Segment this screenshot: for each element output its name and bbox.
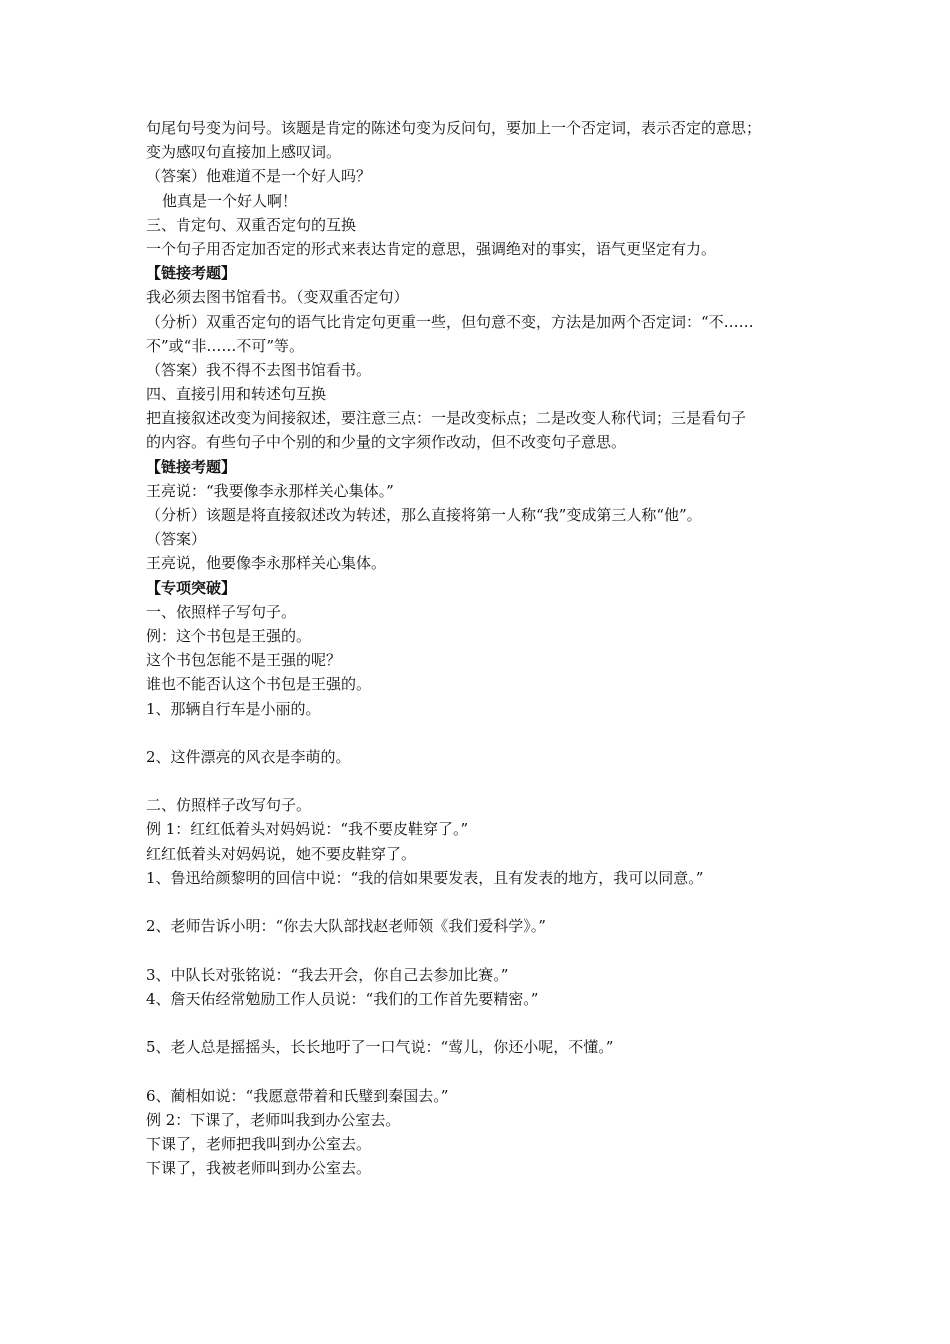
section-heading: 四、直接引用和转述句互换 bbox=[146, 385, 327, 404]
document-body bbox=[146, 116, 810, 1180]
example-line: 这个书包怎能不是王强的呢？ bbox=[146, 651, 342, 670]
answer-line: （答案） bbox=[146, 530, 207, 549]
example-line: 谁也不能否认这个书包是王强的。 bbox=[146, 675, 372, 694]
exercise-item: 2、老师告诉小明：“你去大队部找赵老师领《我们爱科学》。” bbox=[146, 917, 546, 936]
exercise-item: 2、这件漂亮的风衣是李萌的。 bbox=[146, 747, 351, 766]
answer-space bbox=[146, 1011, 810, 1035]
example-line: 例 1：红红低着头对妈妈说：“我不要皮鞋穿了。” bbox=[146, 820, 469, 839]
answer-line: （答案）他难道不是一个好人吗？ bbox=[146, 167, 372, 186]
analysis-line: 不”或“非……不可”等。 bbox=[146, 336, 305, 355]
text-line: 的内容。有些句子中个别的和少量的文字须作改动，但不改变句子意思。 bbox=[146, 433, 627, 452]
section-heading: 三、肯定句、双重否定句的互换 bbox=[146, 215, 357, 234]
answer-line: 王亮说，他要像李永那样关心集体。 bbox=[146, 554, 387, 573]
exercise-item: 1、鲁迅给颜黎明的回信中说：“我的信如果要发表，且有发表的地方，我可以同意。” bbox=[146, 868, 704, 887]
example-line: 例 2：下课了，老师叫我到办公室去。 bbox=[146, 1110, 401, 1129]
answer-space bbox=[146, 769, 810, 793]
special-breakthrough-heading: 【专项突破】 bbox=[146, 578, 237, 597]
exercise-item: 5、老人总是摇摇头，长长地吁了一口气说：“莺儿，你还小呢，不懂。” bbox=[146, 1038, 614, 1057]
question-line: 我必须去图书馆看书。（变双重否定句） bbox=[146, 288, 409, 307]
analysis-line: （分析）双重否定句的语气比肯定句更重一些，但句意不变，方法是加两个否定词：“不…… bbox=[146, 312, 754, 331]
answer-space bbox=[146, 890, 810, 914]
question-line: 王亮说：“我要像李永那样关心集体。” bbox=[146, 481, 394, 500]
example-line: 下课了，老师把我叫到办公室去。 bbox=[146, 1134, 372, 1153]
exercise-item: 3、中队长对张铭说：“我去开会，你自己去参加比赛。” bbox=[146, 965, 509, 984]
text-line: 把直接叙述改变为间接叙述，要注意三点：一是改变标点；二是改变人称代词；三是看句子 bbox=[146, 409, 747, 428]
exercise-item: 6、蔺相如说：“我愿意带着和氏璧到秦国去。” bbox=[146, 1086, 449, 1105]
exercise-heading: 二、仿照样子改写句子。 bbox=[146, 796, 312, 815]
exercise-item: 4、詹天佑经常勉励工作人员说：“我们的工作首先要精密。” bbox=[146, 989, 539, 1008]
example-line: 红红低着头对妈妈说，她不要皮鞋穿了。 bbox=[146, 844, 417, 863]
answer-line: 他真是一个好人啊！ bbox=[162, 191, 298, 210]
analysis-line: （分析）该题是将直接叙述改为转述，那么直接将第一人称“我”变成第三人称“他”。 bbox=[146, 506, 702, 524]
exam-link-heading: 【链接考题】 bbox=[146, 264, 237, 283]
answer-space bbox=[146, 721, 810, 745]
answer-space bbox=[146, 938, 810, 962]
exercise-heading: 一、依照样子写句子。 bbox=[146, 602, 297, 621]
example-line: 下课了，我被老师叫到办公室去。 bbox=[146, 1159, 372, 1178]
answer-space bbox=[146, 1059, 810, 1083]
answer-line: （答案）我不得不去图书馆看书。 bbox=[146, 360, 372, 379]
text-line: 一个句子用否定加否定的形式来表达肯定的意思，强调绝对的事实，语气更坚定有力。 bbox=[146, 239, 717, 258]
exam-link-heading: 【链接考题】 bbox=[146, 457, 237, 476]
text-line: 句尾句号变为问号。该题是肯定的陈述句变为反问句，要加上一个否定词，表示否定的意思； bbox=[146, 119, 762, 137]
example-line: 例：这个书包是王强的。 bbox=[146, 626, 312, 645]
exercise-item: 1、那辆自行车是小丽的。 bbox=[146, 699, 321, 718]
text-line: 变为感叹句直接加上感叹词。 bbox=[146, 143, 342, 162]
